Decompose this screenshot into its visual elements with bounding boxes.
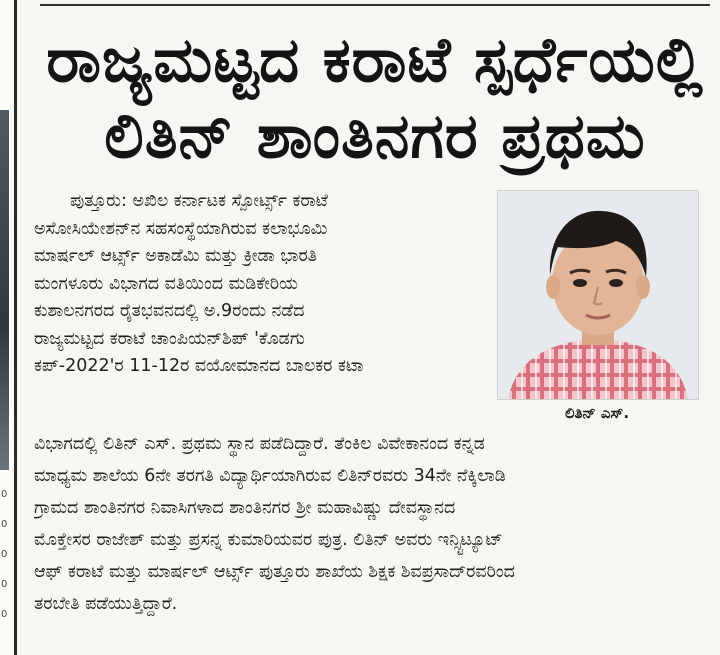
margin-mark: 0	[1, 579, 8, 590]
article-line: ಆಫ್ ಕರಾಟೆ ಮತ್ತು ಮಾರ್ಷಲ್ ಆರ್ಟ್ಸ್ ಪುತ್ತೂರು ಶಾಖೆಯ ಶಿಕ್ಷಕ ಶಿವಪ್ರಸಾದ್‌ರವರಿಂದ	[34, 562, 515, 582]
photo-caption: ಲಿತಿನ್ ಎಸ್.	[564, 404, 630, 422]
article-line: ತರಬೇತಿ ಪಡೆಯುತ್ತಿದ್ದಾರೆ.	[34, 594, 178, 614]
adjacent-photo-edge	[0, 110, 9, 470]
margin-mark: 0	[1, 549, 8, 560]
margin-mark: 0	[1, 519, 8, 530]
article-line: ಅಸೋಸಿಯೇಶನ್‌ನ ಸಹಸಂಸ್ಥೆಯಾಗಿರುವ ಕಲಾಭೂಮಿ	[34, 218, 328, 239]
column-divider	[14, 0, 17, 655]
article-body-wide	[34, 428, 710, 620]
margin-mark: 0	[1, 489, 8, 500]
article-line: ಕುಶಾಲನಗರದ ರೈತಭವನದಲ್ಲಿ ಅ.9ರಂದು ನಡೆದ	[34, 301, 305, 321]
portrait-illustration	[498, 191, 698, 399]
headline-line-1: ರಾಜ್ಯಮಟ್ಟದ ಕರಾಟೆ ಸ್ಪರ್ಧೆಯಲ್ಲಿ	[46, 23, 704, 96]
article-line: ಮಾಧ್ಯಮ ಶಾಲೆಯ 6ನೇ ತರಗತಿ ವಿದ್ಯಾರ್ಥಿಯಾಗಿರುವ ಲಿತಿನ್‌ರವರು 34ನೇ ನೆಕ್ಕಿಲಾಡಿ	[34, 466, 506, 486]
article-line: ರಾಜ್ಯಮಟ್ಟದ ಕರಾಟೆ ಚಾಂಪಿಯನ್‌ಶಿಪ್ 'ಕೊಡಗು	[34, 328, 305, 349]
top-rule	[40, 4, 710, 6]
article-line: ಮಂಗಳೂರು ವಿಭಾಗದ ವತಿಯಿಂದ ಮಡಿಕೇರಿಯ	[34, 273, 298, 294]
headline	[40, 22, 710, 174]
headline-line-2: ಲಿತಿನ್ ಶಾಂತಿನಗರ ಪ್ರಥಮ	[104, 99, 646, 172]
article-line: ಮಾರ್ಷಲ್ ಆರ್ಟ್ಸ್ ಅಕಾಡೆಮಿ ಮತ್ತು ಕ್ರೀಡಾ ಭಾರತಿ	[34, 246, 318, 266]
article-line: ಪುತ್ತೂರು: ಅಖಿಲ ಕರ್ನಾಟಕ ಸ್ಪೋರ್ಟ್ಸ್ ಕರಾಟೆ	[70, 191, 328, 211]
article-line: ಗ್ರಾಮದ ಶಾಂತಿನಗರ ನಿವಾಸಿಗಳಾದ ಶಾಂತಿನಗರ ಶ್ರೀ ಮಹಾವಿಷ್ಣು ದೇವಸ್ಥಾನದ	[34, 498, 456, 518]
article-body-column	[34, 188, 486, 381]
portrait-photo	[497, 190, 699, 400]
article-line: ಮೊಕ್ತೇಸರ ರಾಜೇಶ್ ಮತ್ತು ಪ್ರಸನ್ನ ಕುಮಾರಿಯವರ ಪುತ್ರ. ಲಿತಿನ್ ಅವರು ಇನ್ಸ್ಟಿಟ್ಯೂಟ್	[34, 530, 503, 550]
margin-mark: 0	[1, 609, 8, 620]
article-line: ಕಪ್-2022'ರ 11-12ರ ವಯೋಮಾನದ ಬಾಲಕರ ಕಟಾ	[34, 356, 364, 376]
article-line: ವಿಭಾಗದಲ್ಲಿ ಲಿತಿನ್ ಎಸ್. ಪ್ರಥಮ ಸ್ಥಾನ ಪಡೆದಿದ್ದಾರೆ. ತೆಂಕಿಲ ವಿವೇಕಾನಂದ ಕನ್ನಡ	[34, 434, 485, 454]
adjacent-column-marks	[1, 480, 11, 630]
